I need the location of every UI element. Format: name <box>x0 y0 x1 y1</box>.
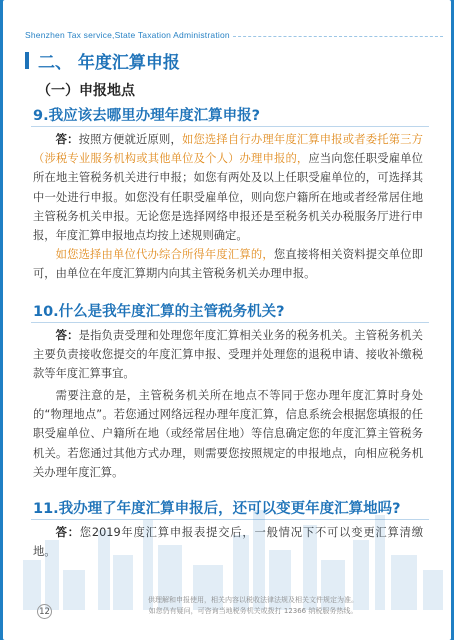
q9-p1-highlight: 如您选择自行办理年度汇算申报或者委托第三方（涉税专业服务机构或其他单位及个人）办理申报的， <box>33 133 423 166</box>
subsection-title: （一）申报地点 <box>37 83 135 99</box>
section-title-text: 二、 年度汇算申报 <box>38 52 180 73</box>
question-10-title: 10.什么是我年度汇算的主管税务机关? <box>33 304 285 320</box>
question-9-title: 9.我应该去哪里办理年度汇算申报? <box>33 108 261 124</box>
question-10-divider <box>31 322 429 323</box>
answer-label: 答： <box>55 133 79 146</box>
question-11-title: 11.我办理了年度汇算申报后，还可以变更年度汇算地吗? <box>33 501 401 517</box>
section-bar-marker <box>25 52 29 69</box>
question-10-answer-p1 <box>33 326 423 384</box>
question-9-answer-p2 <box>33 245 423 283</box>
document-page <box>3 0 451 640</box>
question-10-answer-p2 <box>33 386 423 482</box>
q11-p1-text: 您2019年度汇算申报表提交后，一般情况下不可以变更汇算清缴地。 <box>33 526 423 559</box>
header-org-text: Shenzhen Tax service,State Taxation Administration <box>25 30 230 40</box>
footer-note-line-2: 如您仍有疑问，可咨询当地税务机关或拨打 12366 纳税服务热线。 <box>148 607 358 615</box>
page-number-badge <box>37 604 52 619</box>
section-title <box>25 48 180 72</box>
q9-p2-text: 您直接将相关资料提交单位即可，由单位在年度汇算期内向其主管税务机关办理申报。 <box>33 248 423 281</box>
answer-label: 答： <box>55 526 80 539</box>
footer-note-line-1: 供理解和申报使用，相关内容以税收法律法规及相关文件规定为准。 <box>148 596 358 604</box>
answer-label: 答： <box>55 329 79 342</box>
header-divider <box>233 36 443 37</box>
city-skyline-illustration <box>3 500 451 610</box>
q10-p2-text: 需要注意的是，主管税务机关所在地点不等同于您办理年度汇算时身处的“物理地点”。若您通过网络远程办理年度汇算，信息系统会根据您填报的任职受雇单位、户籍所在地（或经常居住地）等信息确定您的年度汇算主管税务机关。若您通过其他方式办理，则需要您按照规定的申报地点，向相应税务机关办理年度汇算。 <box>33 389 423 479</box>
question-9-divider <box>31 126 429 127</box>
q9-p1-text-b: 应当向您任职受雇单位所在地主管税务机关进行申报；如您有两处及以上任职受雇单位的，可选择其中一处进行申报。如您没有任职受雇单位，则向您户籍所在地或者经常居住地主管税务机关申报。无论您是选择网络申报还是至税务机关办税服务厅进行申报，年度汇算申报地点均按上述规则确定。 <box>33 152 423 243</box>
q10-p1-text: 是指负责受理和处理您年度汇算相关业务的税务机关。主管税务机关主要负责接收您提交的年度汇算申报、受理并处理您的退税申请、接收补缴税款等年度汇算事宜。 <box>33 329 423 381</box>
q9-p2-highlight: 如您选择由单位代办综合所得年度汇算的， <box>55 248 274 261</box>
question-9-answer-p1 <box>33 130 423 245</box>
page-number: 12 <box>39 606 50 617</box>
q9-p1-text-a: 按照方便就近原则， <box>78 133 182 146</box>
